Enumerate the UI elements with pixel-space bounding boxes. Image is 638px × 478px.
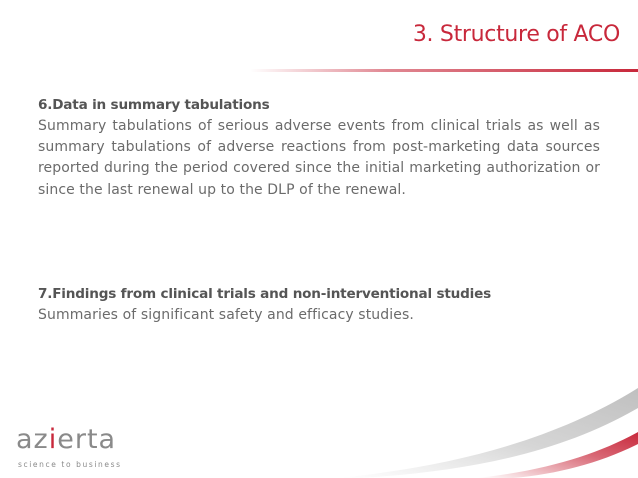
section-heading: 6.Data in summary tabulations (38, 97, 270, 113)
logo-wordmark (16, 424, 116, 456)
decorative-ribbon (338, 368, 638, 478)
title-underline (250, 69, 638, 72)
section-body: Summaries of significant safety and efficacy studies. (38, 307, 414, 323)
section-clinical-findings (38, 286, 600, 326)
logo-word-accent: i (48, 424, 58, 455)
slide-title: 3. Structure of ACO (412, 22, 620, 47)
section-heading: 7.Findings from clinical trials and non-interventional studies (38, 286, 492, 302)
section-data-summary-tabulations (38, 97, 600, 201)
logo-tagline: science to business (18, 460, 122, 469)
logo-word-end: erta (57, 424, 117, 455)
section-body: Summary tabulations of serious adverse events from clinical trials as well as summary tabulations of adverse reactions from post-marketing data sources reported during the period covered since the initial marketing authorization or since the last renewal up to the DLP of the renewal. (38, 118, 600, 198)
logo-word-start: az (16, 424, 49, 455)
azierta-logo (16, 424, 126, 474)
